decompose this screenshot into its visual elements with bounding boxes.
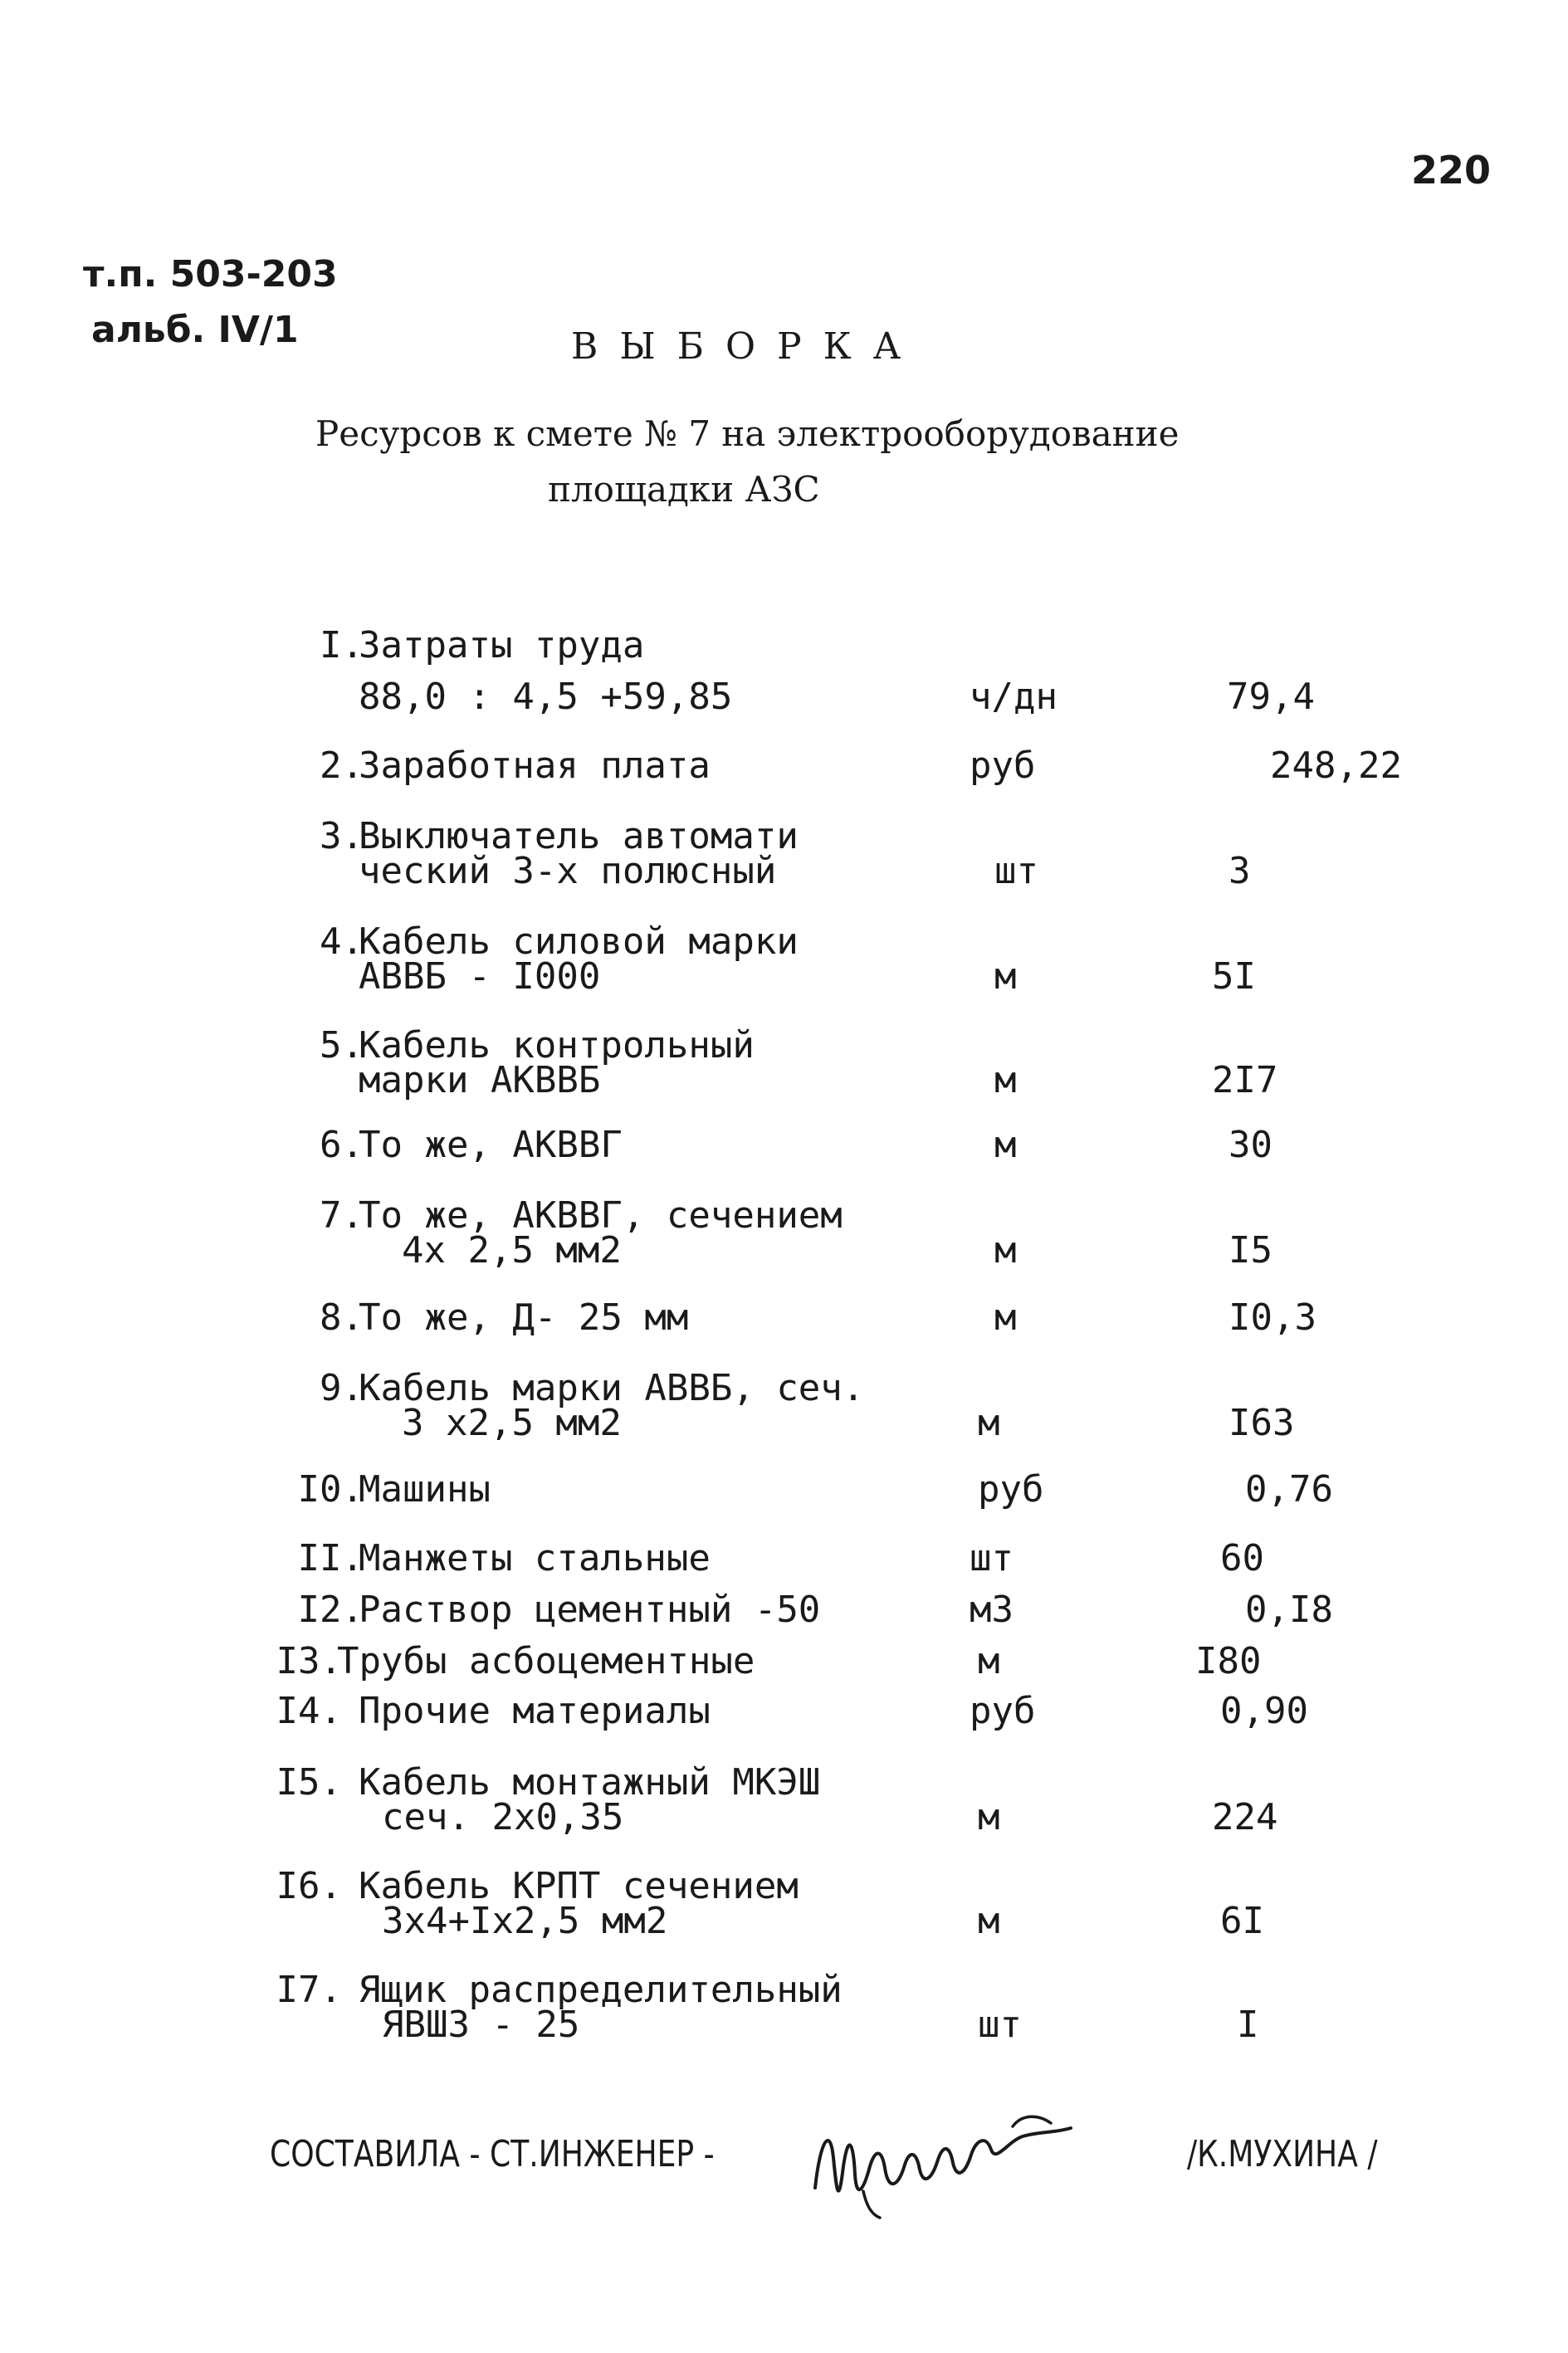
item-number: 5. — [320, 1024, 364, 1067]
item-quantity: I0,3 — [1229, 1296, 1316, 1339]
item-name: Кабель монтажный МКЭШ — [359, 1761, 821, 1804]
item-name-cont: 4х 2,5 мм2 — [402, 1229, 622, 1272]
item-quantity: 248,22 — [1270, 744, 1402, 787]
item-name-cont: 88,0 : 4,5 +59,85 — [359, 676, 733, 718]
item-name-cont: 3х4+Iх2,5 мм2 — [382, 1900, 668, 1942]
item-name: Манжеты стальные — [359, 1537, 711, 1579]
item-number: 2. — [320, 744, 364, 787]
item-unit: м3 — [970, 1589, 1014, 1631]
item-number: 3. — [320, 815, 364, 857]
item-number: 4. — [320, 920, 364, 963]
item-name-cont: ческий 3-х полюсный — [359, 850, 777, 892]
item-name: Выключатель автомати — [359, 815, 799, 857]
item-unit: руб — [970, 1690, 1036, 1732]
item-number: 8. — [320, 1296, 364, 1339]
item-quantity: I80 — [1195, 1640, 1262, 1682]
item-unit: шт — [994, 850, 1038, 892]
item-quantity: 60 — [1220, 1537, 1264, 1579]
item-number: 7. — [320, 1194, 364, 1237]
item-number: I6. — [276, 1865, 342, 1907]
item-quantity: 79,4 — [1227, 676, 1315, 718]
item-quantity: 30 — [1229, 1124, 1272, 1166]
item-name: Трубы асбоцементные — [337, 1640, 755, 1682]
item-quantity: I5 — [1229, 1229, 1272, 1272]
item-quantity: 0,I8 — [1245, 1589, 1333, 1631]
item-quantity: 224 — [1212, 1796, 1278, 1838]
item-number: I3. — [276, 1640, 342, 1682]
item-unit: шт — [978, 2004, 1022, 2046]
item-unit: шт — [970, 1537, 1014, 1579]
item-quantity: 0,90 — [1220, 1690, 1308, 1732]
item-unit: м — [994, 955, 1017, 998]
item-name-cont: сеч. 2х0,35 — [382, 1796, 624, 1838]
item-name-cont: марки АКВВБ — [359, 1059, 601, 1101]
item-quantity: 0,76 — [1245, 1468, 1333, 1511]
doc-stamp-line1: т.п. 503-203 — [83, 253, 338, 295]
item-number: I5. — [276, 1761, 342, 1804]
document-title: ВЫБОРКА — [571, 325, 923, 368]
item-name: Затраты труда — [359, 624, 645, 666]
item-number: I0. — [297, 1468, 364, 1511]
item-number: 9. — [320, 1367, 364, 1409]
item-unit: м — [978, 1640, 1000, 1682]
item-number: I7. — [276, 1969, 342, 2011]
item-name: Ящик распределительный — [359, 1969, 843, 2011]
item-unit: м — [978, 1900, 1000, 1942]
item-quantity: I63 — [1229, 1402, 1295, 1444]
item-quantity: I — [1237, 2004, 1259, 2046]
subtitle-line1: Ресурсов к смете № 7 на электрооборудование — [315, 413, 1180, 454]
item-name-cont: 3 х2,5 мм2 — [402, 1402, 622, 1444]
item-name: Прочие материалы — [359, 1690, 711, 1732]
item-name: То же, Д- 25 мм — [359, 1296, 689, 1339]
item-name: Заработная плата — [359, 744, 711, 787]
item-name: Машины — [359, 1468, 491, 1511]
item-unit: м — [978, 1402, 1000, 1444]
item-unit: м — [978, 1796, 1000, 1838]
item-unit: м — [994, 1296, 1017, 1339]
item-name: Кабель силовой марки — [359, 920, 799, 963]
item-number: 6. — [320, 1124, 364, 1166]
item-number: I2. — [297, 1589, 364, 1631]
item-name: То же, АКВВГ — [359, 1124, 623, 1166]
item-name-cont: ЯВШЗ - 25 — [382, 2004, 580, 2046]
item-name: Раствор цементный -50 — [359, 1589, 821, 1631]
item-quantity: 3 — [1229, 850, 1251, 892]
item-unit: м — [994, 1229, 1017, 1272]
item-number: I4. — [276, 1690, 342, 1732]
item-number: I. — [320, 624, 364, 666]
item-unit: руб — [978, 1468, 1044, 1511]
subtitle-line2: площадки АЗС — [548, 469, 820, 510]
signature — [805, 2108, 1087, 2224]
item-name: То же, АКВВГ, сечением — [359, 1194, 843, 1237]
page-number: 220 — [1411, 148, 1492, 193]
item-quantity: 6I — [1220, 1900, 1264, 1942]
doc-stamp-line2: альб. IV/1 — [91, 309, 299, 351]
item-name: Кабель контрольный — [359, 1024, 755, 1067]
item-name: Кабель марки АВВБ, сеч. — [359, 1367, 865, 1409]
item-quantity: 2I7 — [1212, 1059, 1278, 1101]
item-name: Кабель КРПТ сечением — [359, 1865, 799, 1907]
item-unit: ч/дн — [970, 676, 1058, 718]
item-number: II. — [297, 1537, 364, 1579]
item-quantity: 5I — [1212, 955, 1256, 998]
item-unit: м — [994, 1059, 1017, 1101]
compiled-by-label: СОСТАВИЛА - СТ.ИНЖЕНЕР - — [270, 2133, 715, 2175]
item-unit: руб — [970, 744, 1036, 787]
item-name-cont: АВВБ - I000 — [359, 955, 601, 998]
compiler-name: /К.МУХИНА / — [1187, 2133, 1378, 2175]
item-unit: м — [994, 1124, 1017, 1166]
